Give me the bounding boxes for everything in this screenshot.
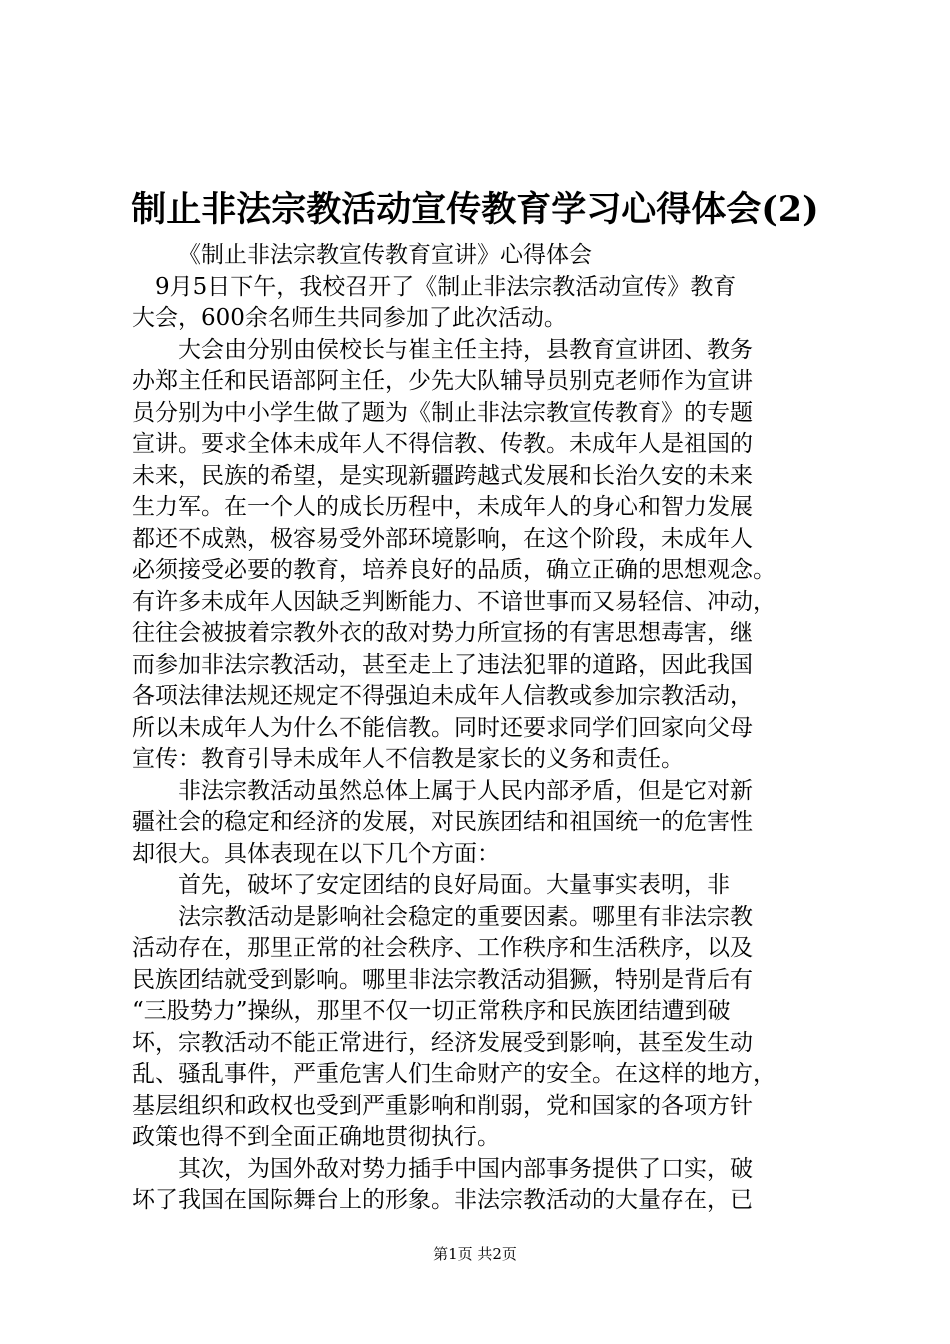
text-line: “三股势力”操纵，那里不仅一切正常秩序和民族团结遭到破	[132, 998, 731, 1024]
text-line: 政策也得不到全面正确地贯彻执行。	[132, 1124, 500, 1150]
text-line: 大会由分别由侯校长与崔主任主持，县教育宣讲团、教务	[178, 336, 753, 363]
text-line: 大会，600余名师生共同参加了此次活动。	[132, 305, 567, 331]
subtitle-line: 《制止非法宗教宣传教育宣讲》心得体会	[178, 242, 592, 268]
text-line: 却很大。具体表现在以下几个方面：	[132, 840, 500, 867]
text-line: 各项法律法规还规定不得强迫未成年人信教或参加宗教活动，	[132, 683, 753, 709]
text-line: 法宗教活动是影响社会稳定的重要因素。哪里有非法宗教	[178, 903, 753, 930]
document-title: 制止非法宗教活动宣传教育学习心得体会(2)	[131, 189, 819, 230]
text-line: 而参加非法宗教活动，甚至走上了违法犯罪的道路，因此我国	[132, 651, 753, 678]
text-line: 坏，宗教活动不能正常进行，经济发展受到影响，甚至发生动	[132, 1029, 753, 1056]
text-line: 办郑主任和民语部阿主任，少先大队辅导员别克老师作为宣讲	[132, 368, 753, 394]
text-line: 都还不成熟，极容易受外部环境影响，在这个阶段，未成年人	[132, 525, 753, 552]
text-line: 往往会被披着宗教外衣的敌对势力所宣扬的有害思想毒害，继	[132, 620, 753, 646]
text-line: 民族团结就受到影响。哪里非法宗教活动猖獗，特别是背后有	[132, 966, 753, 993]
text-line: 宣传：教育引导未成年人不信教是家长的义务和责任。	[132, 746, 684, 772]
document-body	[132, 240, 836, 1217]
text-line: 首先，破坏了安定团结的良好局面。大量事实表明，非	[178, 872, 730, 898]
text-line: 坏了我国在国际舞台上的形象。非法宗教活动的大量存在，已	[132, 1187, 753, 1213]
text-line: 未来，民族的希望，是实现新疆跨越式发展和长治久安的未来	[132, 462, 753, 489]
text-line: 乱、骚乱事件，严重危害人们生命财产的安全。在这样的地方，	[132, 1061, 776, 1087]
text-line: 生力军。在一个人的成长历程中，未成年人的身心和智力发展	[132, 494, 753, 520]
text-line: 9月5日下午，我校召开了《制止非法宗教活动宣传》教育	[155, 273, 737, 300]
text-line: 非法宗教活动虽然总体上属于人民内部矛盾，但是它对新	[178, 777, 753, 804]
page-number: 第1页 共2页	[433, 1245, 517, 1263]
text-line: 有许多未成年人因缺乏判断能力、不谙世事而又易轻信、冲动，	[132, 588, 776, 615]
text-line: 必须接受必要的教育，培养良好的品质，确立正确的思想观念。	[132, 557, 776, 583]
text-line: 员分别为中小学生做了题为《制止非法宗教宣传教育》的专题	[132, 399, 753, 426]
text-line: 基层组织和政权也受到严重影响和削弱，党和国家的各项方针	[132, 1092, 753, 1119]
text-line: 宣讲。要求全体未成年人不得信教、传教。未成年人是祖国的	[132, 431, 753, 457]
text-line: 活动存在，那里正常的社会秩序、工作秩序和生活秩序，以及	[132, 935, 753, 961]
text-line: 疆社会的稳定和经济的发展，对民族团结和祖国统一的危害性	[132, 809, 753, 835]
text-line: 所以未成年人为什么不能信教。同时还要求同学们回家向父母	[132, 714, 753, 741]
text-line: 其次，为国外敌对势力插手中国内部事务提供了口实，破	[178, 1155, 753, 1182]
